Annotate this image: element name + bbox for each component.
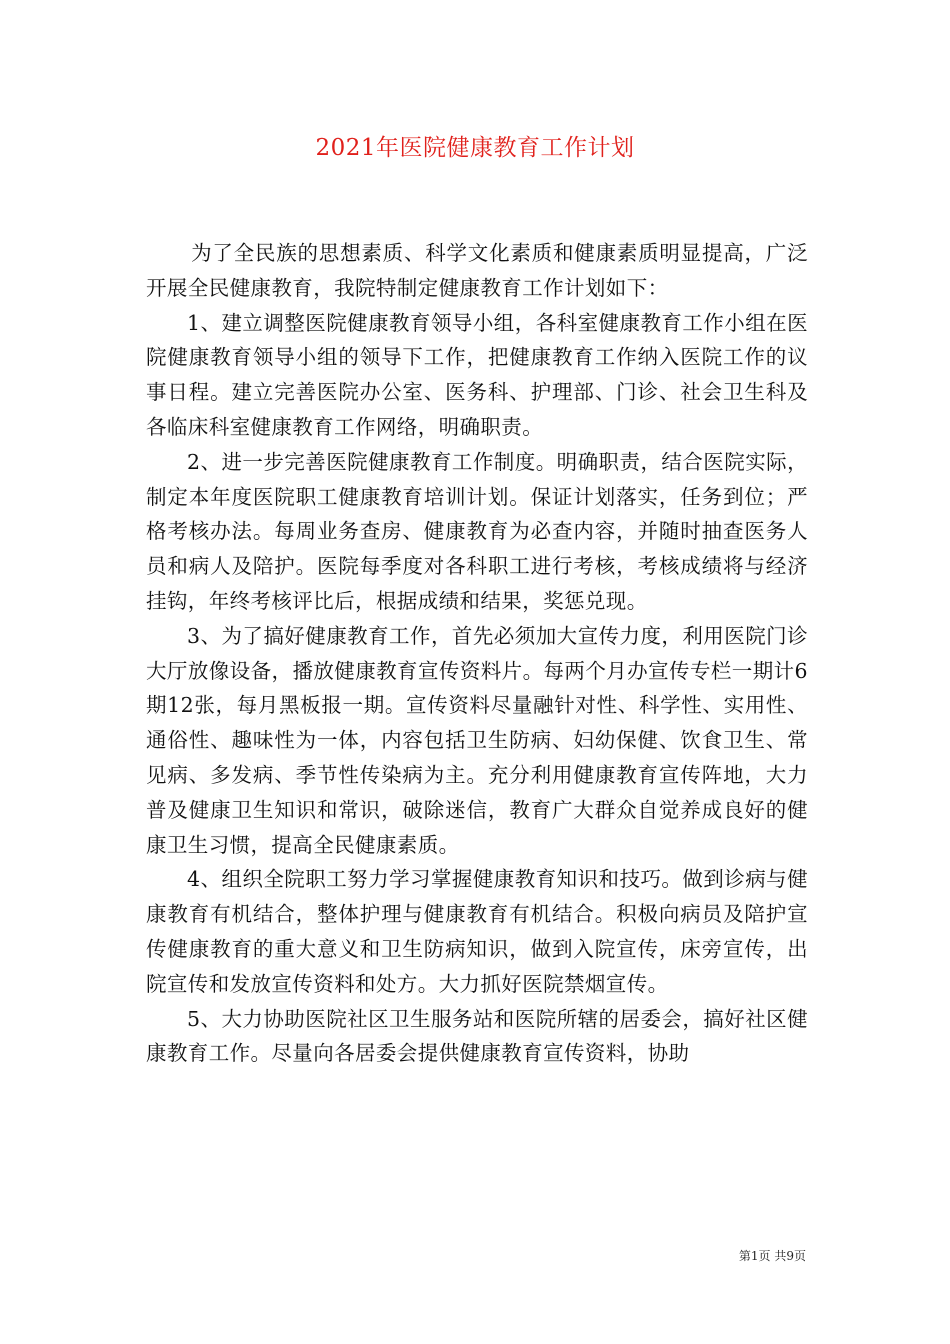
paragraph-item-1: 1、建立调整医院健康教育领导小组，各科室健康教育工作小组在医院健康教育领导小组的领导下工作，把健康教育工作纳入医院工作的议事日程。建立完善医院办公室、医务科、护理部、门诊、社会卫生科及各临床科室健康教育工作网络，明确职责。 (146, 310, 808, 439)
document-body (146, 236, 808, 1071)
paragraph-item-4: 4、组织全院职工努力学习掌握健康教育知识和技巧。做到诊病与健康教育有机结合，整体护理与健康教育有机结合。积极向病员及陪护宣传健康教育的重大意义和卫生防病知识，做到入院宣传，床旁宣传，出院宣传和发放宣传资料和处方。大力抓好医院禁烟宣传。 (146, 867, 808, 996)
page-number-footer: 第1页 共9页 (738, 1249, 806, 1263)
paragraph-item-3: 3、为了搞好健康教育工作，首先必须加大宣传力度，利用医院门诊大厅放像设备，播放健康教育宣传资料片。每两个月办宣传专栏一期计6期12张，每月黑板报一期。宣传资料尽量融针对性、科学性、实用性、通俗性、趣味性为一体，内容包括卫生防病、妇幼保健、饮食卫生、常见病、多发病、季节性传染病为主。充分利用健康教育宣传阵地，大力普及健康卫生知识和常识，破除迷信，教育广大群众自觉养成良好的健康卫生习惯，提高全民健康素质。 (146, 623, 808, 857)
document-title: 2021年医院健康教育工作计划 (315, 135, 635, 161)
paragraph-item-2: 2、进一步完善医院健康教育工作制度。明确职责，结合医院实际，制定本年度医院职工健康教育培训计划。保证计划落实，任务到位；严格考核办法。每周业务查房、健康教育为必查内容，并随时抽查医务人员和病人及陪护。医院每季度对各科职工进行考核，考核成绩将与经济挂钩，年终考核评比后，根据成绩和结果，奖惩兑现。 (146, 449, 808, 613)
paragraph-item-5: 5、大力协助医院社区卫生服务站和医院所辖的居委会，搞好社区健康教育工作。尽量向各居委会提供健康教育宣传资料，协助 (146, 1006, 808, 1066)
intro-paragraph: 为了全民族的思想素质、科学文化素质和健康素质明显提高，广泛开展全民健康教育，我院特制定健康教育工作计划如下： (146, 241, 808, 300)
